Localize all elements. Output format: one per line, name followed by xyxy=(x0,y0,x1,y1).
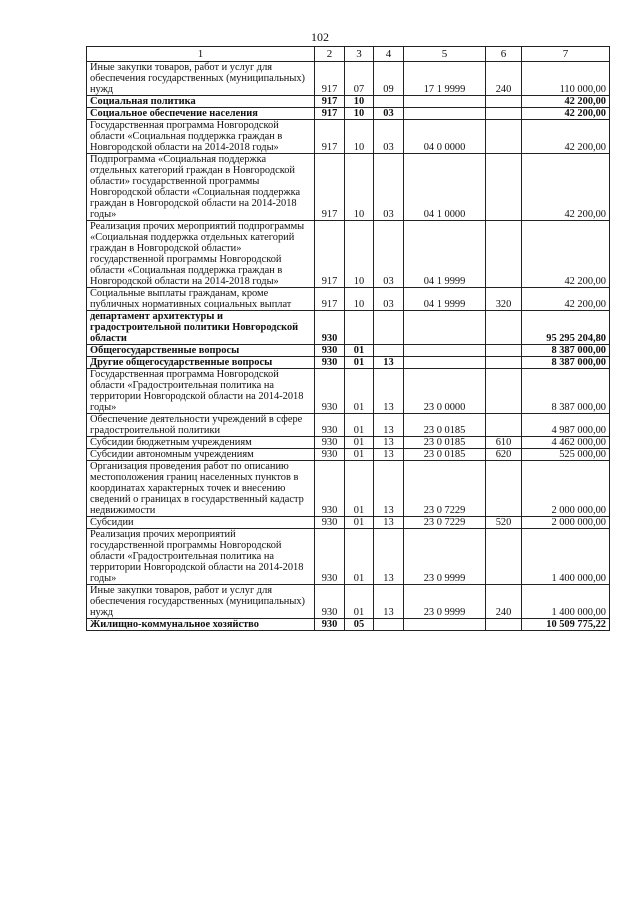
row-code-5-cell: 23 0 7229 xyxy=(404,461,486,517)
row-code-4-cell: 13 xyxy=(374,357,404,369)
table-row xyxy=(87,311,610,345)
row-code-4-cell: 13 xyxy=(374,529,404,585)
row-code-5-cell: 23 0 9999 xyxy=(404,529,486,585)
row-code-2-cell: 917 xyxy=(315,221,345,288)
row-code-3-cell: 10 xyxy=(345,96,374,108)
row-code-5-cell: 04 0 0000 xyxy=(404,120,486,154)
row-code-6-cell xyxy=(486,414,522,437)
row-name-cell: Обеспечение деятельности учреждений в сфере градостроительной политики xyxy=(87,414,315,437)
row-code-5-cell xyxy=(404,619,486,631)
row-code-4-cell: 03 xyxy=(374,154,404,221)
row-code-4-cell: 13 xyxy=(374,369,404,414)
row-name-cell: Социальные выплаты гражданам, кроме публичных нормативных социальных выплат xyxy=(87,288,315,311)
column-header: 1 xyxy=(87,47,315,62)
column-header: 2 xyxy=(315,47,345,62)
row-code-4-cell: 03 xyxy=(374,120,404,154)
row-code-4-cell: 03 xyxy=(374,288,404,311)
row-code-4-cell: 13 xyxy=(374,437,404,449)
row-code-6-cell xyxy=(486,108,522,120)
row-code-6-cell: 240 xyxy=(486,62,522,96)
row-code-4-cell: 13 xyxy=(374,517,404,529)
row-code-4-cell xyxy=(374,345,404,357)
row-code-4-cell: 03 xyxy=(374,221,404,288)
column-header: 3 xyxy=(345,47,374,62)
row-code-4-cell xyxy=(374,96,404,108)
row-amount-cell: 42 200,00 xyxy=(522,154,610,221)
column-header: 6 xyxy=(486,47,522,62)
row-name-cell: Реализация прочих мероприятий подпрограммы «Социальная поддержка отдельных категорий граждан в Новгородской области» государственной программы Новгородской области «Социальная поддержка граждан в Новгородской области на 2014-2018 годы» xyxy=(87,221,315,288)
row-amount-cell: 4 462 000,00 xyxy=(522,437,610,449)
row-code-3-cell: 01 xyxy=(345,517,374,529)
row-amount-cell: 8 387 000,00 xyxy=(522,345,610,357)
row-code-2-cell: 930 xyxy=(315,369,345,414)
row-code-3-cell: 10 xyxy=(345,108,374,120)
row-code-5-cell: 23 0 0185 xyxy=(404,437,486,449)
row-code-6-cell xyxy=(486,529,522,585)
column-header: 5 xyxy=(404,47,486,62)
row-name-cell: Субсидии xyxy=(87,517,315,529)
row-name-cell: Социальная политика xyxy=(87,96,315,108)
row-name-cell: Иные закупки товаров, работ и услуг для обеспечения государственных (муниципальных) нужд xyxy=(87,585,315,619)
row-code-3-cell: 10 xyxy=(345,288,374,311)
row-code-4-cell: 13 xyxy=(374,585,404,619)
row-name-cell: Социальное обеспечение населения xyxy=(87,108,315,120)
table-row xyxy=(87,449,610,461)
row-amount-cell: 10 509 775,22 xyxy=(522,619,610,631)
table-row xyxy=(87,96,610,108)
row-amount-cell: 42 200,00 xyxy=(522,96,610,108)
row-code-5-cell: 17 1 9999 xyxy=(404,62,486,96)
row-amount-cell: 2 000 000,00 xyxy=(522,517,610,529)
row-code-3-cell xyxy=(345,311,374,345)
row-name-cell: Иные закупки товаров, работ и услуг для обеспечения государственных (муниципальных) нужд xyxy=(87,62,315,96)
row-amount-cell: 42 200,00 xyxy=(522,221,610,288)
row-code-4-cell: 03 xyxy=(374,108,404,120)
row-code-3-cell: 10 xyxy=(345,120,374,154)
row-code-5-cell: 23 0 0000 xyxy=(404,369,486,414)
row-name-cell: Организация проведения работ по описанию местоположения границ населенных пунктов в координатах характерных точек и внесению сведений о границах в государственный кадастр недвижимости xyxy=(87,461,315,517)
row-code-2-cell: 930 xyxy=(315,585,345,619)
row-code-4-cell: 09 xyxy=(374,62,404,96)
row-code-5-cell: 04 1 9999 xyxy=(404,288,486,311)
row-name-cell: Общегосударственные вопросы xyxy=(87,345,315,357)
row-code-2-cell: 930 xyxy=(315,449,345,461)
row-code-5-cell xyxy=(404,108,486,120)
row-name-cell: Государственная программа Новгородской области «Градостроительная политика на территории Новгородской области на 2014-2018 годы» xyxy=(87,369,315,414)
table-row xyxy=(87,619,610,631)
row-code-2-cell: 917 xyxy=(315,108,345,120)
row-name-cell: Подпрограмма «Социальная поддержка отдельных категорий граждан в Новгородской области» государственной программы Новгородской области «Социальная поддержка граждан в Новгородской области на 2014-2018 годы» xyxy=(87,154,315,221)
table-row xyxy=(87,517,610,529)
row-amount-cell: 1 400 000,00 xyxy=(522,585,610,619)
budget-table xyxy=(86,46,610,631)
row-code-4-cell xyxy=(374,311,404,345)
row-code-5-cell: 04 1 0000 xyxy=(404,154,486,221)
row-code-6-cell xyxy=(486,461,522,517)
row-code-3-cell: 01 xyxy=(345,449,374,461)
budget-table-body xyxy=(87,47,610,631)
row-code-5-cell: 04 1 9999 xyxy=(404,221,486,288)
table-row xyxy=(87,437,610,449)
row-name-cell: Реализация прочих мероприятий государственной программы Новгородской области «Градостроительная политика на территории Новгородской области на 2014-2018 годы» xyxy=(87,529,315,585)
row-amount-cell: 42 200,00 xyxy=(522,288,610,311)
row-code-2-cell: 917 xyxy=(315,154,345,221)
row-code-6-cell: 520 xyxy=(486,517,522,529)
table-row xyxy=(87,288,610,311)
row-code-2-cell: 930 xyxy=(315,437,345,449)
row-code-2-cell: 917 xyxy=(315,96,345,108)
row-code-2-cell: 930 xyxy=(315,345,345,357)
row-code-6-cell xyxy=(486,369,522,414)
table-row xyxy=(87,585,610,619)
row-code-5-cell: 23 0 7229 xyxy=(404,517,486,529)
table-row xyxy=(87,461,610,517)
column-header: 7 xyxy=(522,47,610,62)
row-code-3-cell: 10 xyxy=(345,154,374,221)
row-code-5-cell xyxy=(404,357,486,369)
row-code-6-cell xyxy=(486,221,522,288)
row-name-cell: Другие общегосударственные вопросы xyxy=(87,357,315,369)
row-code-3-cell: 01 xyxy=(345,345,374,357)
row-code-3-cell: 01 xyxy=(345,585,374,619)
row-code-5-cell: 23 0 0185 xyxy=(404,414,486,437)
page-number: 102 xyxy=(311,30,329,44)
row-amount-cell: 1 400 000,00 xyxy=(522,529,610,585)
row-code-6-cell xyxy=(486,154,522,221)
row-amount-cell: 95 295 204,80 xyxy=(522,311,610,345)
row-code-2-cell: 930 xyxy=(315,311,345,345)
row-code-6-cell: 320 xyxy=(486,288,522,311)
table-row xyxy=(87,529,610,585)
column-header: 4 xyxy=(374,47,404,62)
row-name-cell: департамент архитектуры и градостроительной политики Новгородской области xyxy=(87,311,315,345)
row-code-2-cell: 917 xyxy=(315,62,345,96)
row-code-5-cell xyxy=(404,96,486,108)
row-amount-cell: 42 200,00 xyxy=(522,120,610,154)
row-code-2-cell: 917 xyxy=(315,288,345,311)
table-row xyxy=(87,414,610,437)
row-code-3-cell: 07 xyxy=(345,62,374,96)
row-code-3-cell: 01 xyxy=(345,357,374,369)
row-code-3-cell: 01 xyxy=(345,529,374,585)
row-code-3-cell: 01 xyxy=(345,414,374,437)
row-code-6-cell xyxy=(486,311,522,345)
column-header-row xyxy=(87,47,610,62)
row-code-2-cell: 930 xyxy=(315,357,345,369)
row-code-2-cell: 930 xyxy=(315,414,345,437)
row-amount-cell: 525 000,00 xyxy=(522,449,610,461)
row-code-2-cell: 930 xyxy=(315,529,345,585)
row-name-cell: Государственная программа Новгородской области «Социальная поддержка граждан в Новгородской области на 2014-2018 годы» xyxy=(87,120,315,154)
row-code-5-cell: 23 0 0185 xyxy=(404,449,486,461)
row-code-3-cell: 01 xyxy=(345,461,374,517)
row-code-6-cell xyxy=(486,96,522,108)
row-code-4-cell: 13 xyxy=(374,461,404,517)
row-code-6-cell xyxy=(486,619,522,631)
row-name-cell: Субсидии бюджетным учреждениям xyxy=(87,437,315,449)
row-name-cell: Жилищно-коммунальное хозяйство xyxy=(87,619,315,631)
row-code-2-cell: 930 xyxy=(315,619,345,631)
row-code-5-cell xyxy=(404,311,486,345)
row-code-6-cell: 240 xyxy=(486,585,522,619)
row-amount-cell: 42 200,00 xyxy=(522,108,610,120)
table-row xyxy=(87,221,610,288)
row-code-6-cell xyxy=(486,345,522,357)
row-amount-cell: 110 000,00 xyxy=(522,62,610,96)
table-row xyxy=(87,120,610,154)
row-code-6-cell: 610 xyxy=(486,437,522,449)
row-code-6-cell: 620 xyxy=(486,449,522,461)
row-amount-cell: 2 000 000,00 xyxy=(522,461,610,517)
table-row xyxy=(87,62,610,96)
row-code-6-cell xyxy=(486,120,522,154)
row-code-4-cell: 13 xyxy=(374,449,404,461)
row-name-cell: Субсидии автономным учреждениям xyxy=(87,449,315,461)
row-code-3-cell: 01 xyxy=(345,437,374,449)
row-amount-cell: 8 387 000,00 xyxy=(522,369,610,414)
row-code-4-cell xyxy=(374,619,404,631)
row-code-6-cell xyxy=(486,357,522,369)
row-code-4-cell: 13 xyxy=(374,414,404,437)
row-code-2-cell: 930 xyxy=(315,461,345,517)
row-code-2-cell: 917 xyxy=(315,120,345,154)
row-code-3-cell: 05 xyxy=(345,619,374,631)
row-amount-cell: 4 987 000,00 xyxy=(522,414,610,437)
table-row xyxy=(87,154,610,221)
row-code-3-cell: 10 xyxy=(345,221,374,288)
row-code-3-cell: 01 xyxy=(345,369,374,414)
table-row xyxy=(87,357,610,369)
table-row xyxy=(87,108,610,120)
table-row xyxy=(87,369,610,414)
row-code-2-cell: 930 xyxy=(315,517,345,529)
table-row xyxy=(87,345,610,357)
row-code-5-cell: 23 0 9999 xyxy=(404,585,486,619)
row-amount-cell: 8 387 000,00 xyxy=(522,357,610,369)
row-code-5-cell xyxy=(404,345,486,357)
